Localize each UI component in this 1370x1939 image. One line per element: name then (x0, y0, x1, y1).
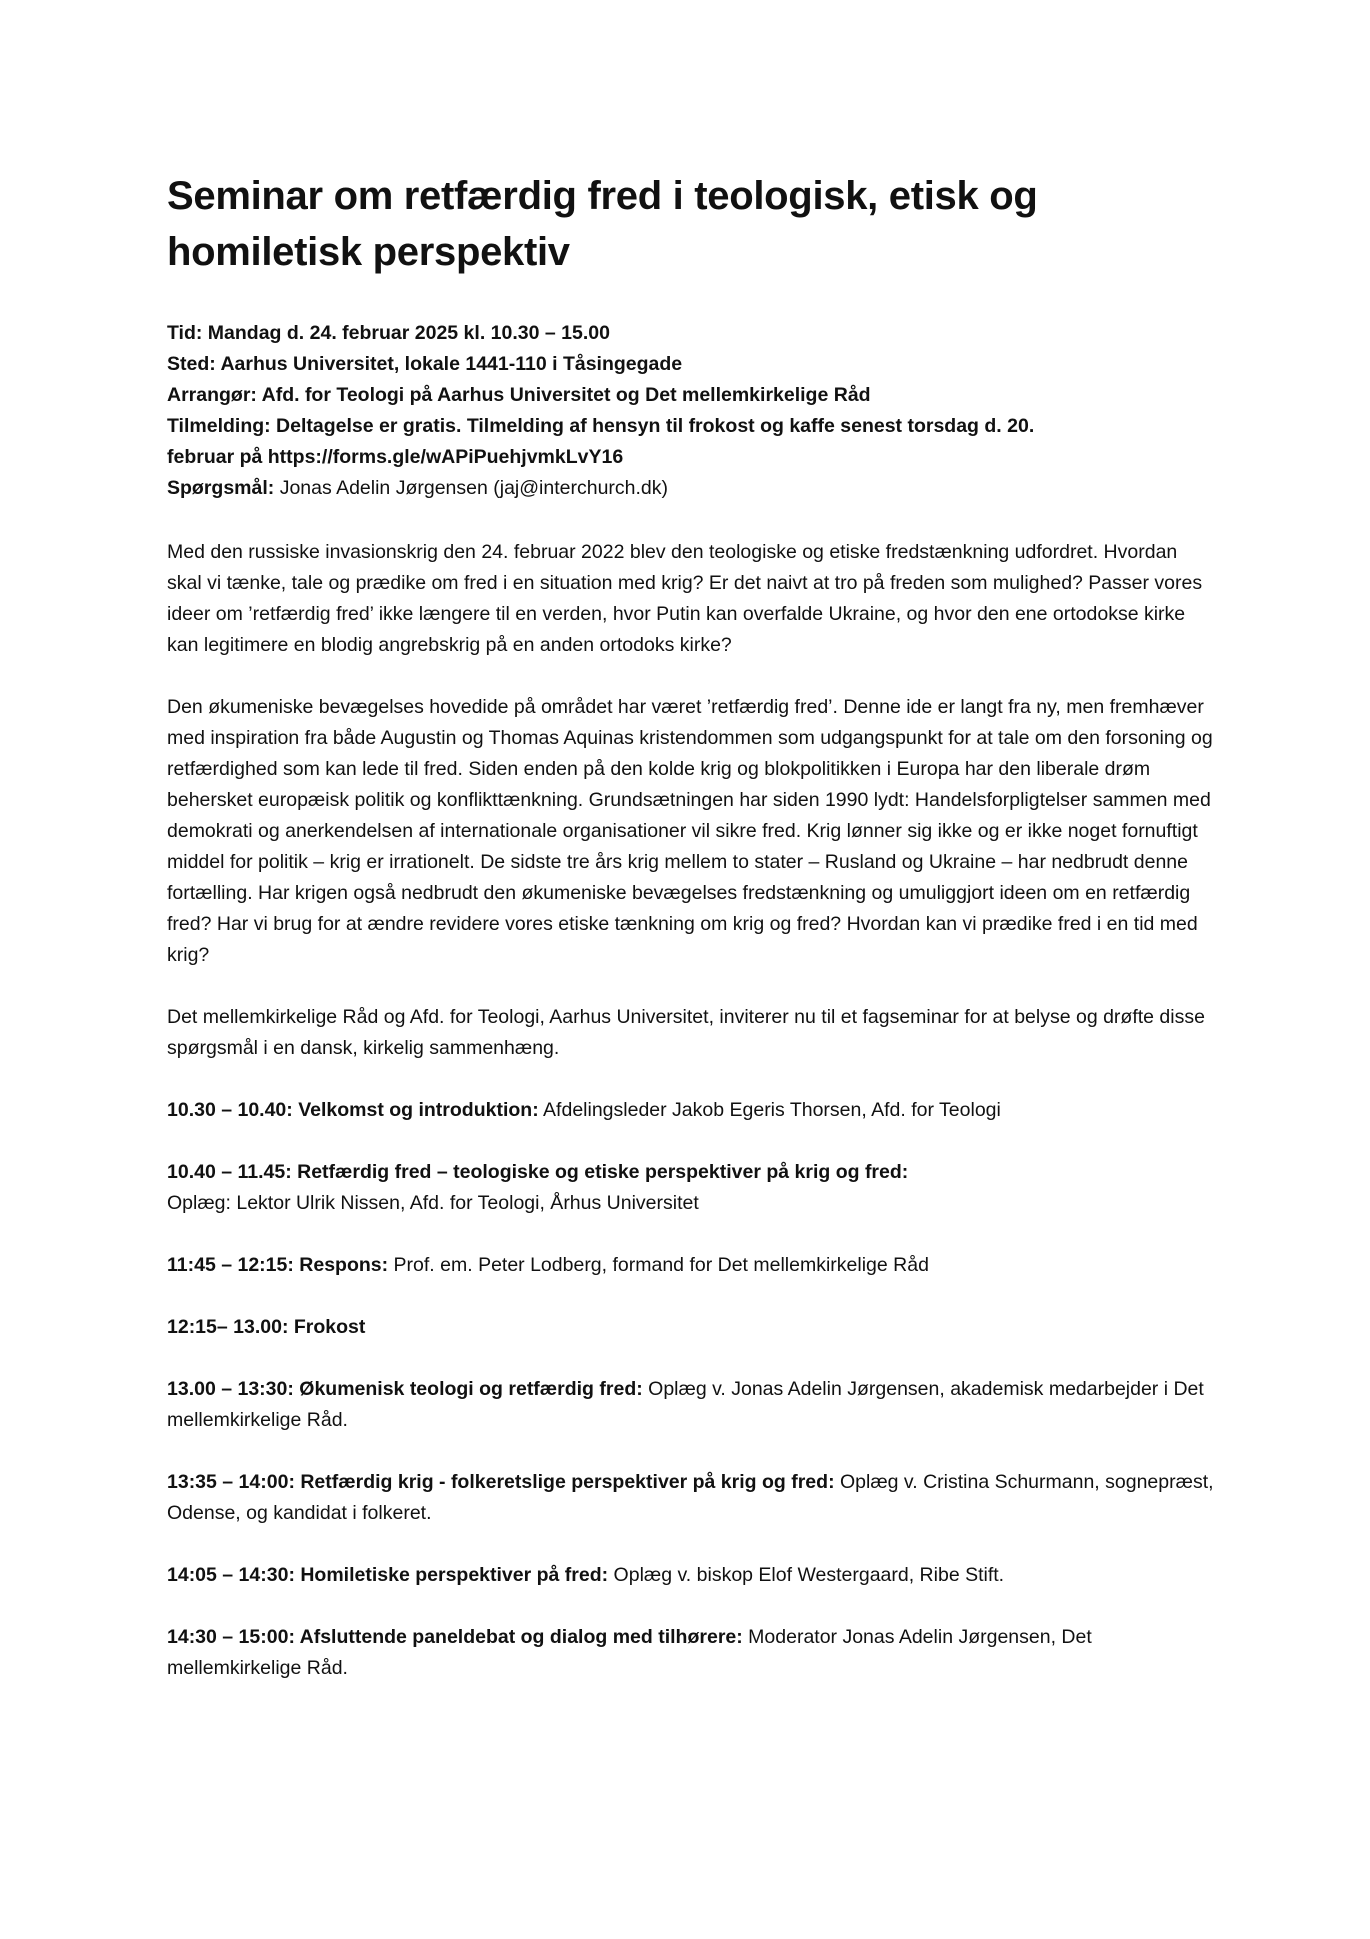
program-item (167, 1560, 1217, 1591)
event-details (167, 318, 1217, 504)
event-location: Sted: Aarhus Universitet, lokale 1441-110 i Tåsingegade (167, 353, 683, 375)
title-line-2: homiletisk perspektiv (167, 230, 570, 274)
program-item (167, 1250, 1217, 1281)
questions-contact[interactable]: Jonas Adelin Jørgensen (jaj@interchurch.dk) (274, 477, 669, 499)
questions-label: Spørgsmål: (167, 477, 275, 499)
program-item (167, 1312, 1217, 1343)
intro-paragraph-1: Med den russiske invasionskrig den 24. februar 2022 blev den teologiske og etiske fredstænkning udfordret. Hvordan skal vi tænke, tale og prædike om fred i en situation med krig? Er det naivt at tro på freden som mulighed? Passer vores ideer om ’retfærdig fred’ ikke længere til en verden, hvor Putin kan overfalde Ukraine, og hvor den ene ortodokse kirke kan legitimere en blodig angrebskrig på en anden ortodoks kirke? (167, 541, 1203, 656)
page-title (167, 168, 1217, 280)
program-topic: : Homiletiske perspektiver på fred: (288, 1564, 609, 1586)
title-line-1: Seminar om retfærdig fred i teologisk, etisk og (167, 174, 1038, 218)
program-description: Oplæg v. biskop Elof Westergaard, Ribe Stift. (608, 1564, 1005, 1586)
document-content (167, 168, 1217, 1715)
program-topic: : Retfærdig fred – teologiske og etiske perspektiver på krig og fred: (285, 1161, 909, 1183)
event-registration-link[interactable]: februar på https://forms.gle/wAPiPuehjvmkLvY16 (167, 446, 624, 468)
event-organizer: Arrangør: Afd. for Teologi på Aarhus Universitet og Det mellemkirkelige Råd (167, 384, 871, 406)
program-description: Oplæg v. Cristina Schurmann, sognepræst, Odense, og kandidat i folkeret. (167, 1471, 1214, 1524)
program-item (167, 1622, 1217, 1684)
program-item (167, 1157, 1217, 1219)
program-item (167, 1467, 1217, 1529)
program-description: Oplæg: Lektor Ulrik Nissen, Afd. for Teologi, Århus Universitet (167, 1192, 699, 1214)
program-time: 14:05 – 14:30 (167, 1564, 289, 1586)
program-description: Oplæg v. Jonas Adelin Jørgensen, akademisk medarbejder i Det mellemkirkelige Råd. (167, 1378, 1204, 1431)
program-time: 12:15– 13.00 (167, 1316, 282, 1338)
program-topic: : Respons: (287, 1254, 389, 1276)
intro-paragraph-3: Det mellemkirkelige Råd og Afd. for Teologi, Aarhus Universitet, inviterer nu til et fagseminar for at belyse og drøfte disse spørgsmål i en dansk, kirkelig sammenhæng. (167, 1006, 1205, 1059)
program-time: 11:45 – 12:15 (167, 1254, 288, 1276)
program-topic: : Afsluttende paneldebat og dialog med tilhørere: (288, 1626, 743, 1648)
program-time: 13:35 – 14:00 (167, 1471, 289, 1493)
program-topic: : Retfærdig krig - folkeretslige perspektiver på krig og fred: (288, 1471, 835, 1493)
event-questions (167, 473, 1217, 504)
program-time: 10.30 – 10.40 (167, 1099, 287, 1121)
program-item (167, 1095, 1217, 1126)
program-time: 13.00 – 13:30 (167, 1378, 288, 1400)
program-topic: : Velkomst og introduktion: (286, 1099, 539, 1121)
program-topic: : Økumenisk teologi og retfærdig fred: (287, 1378, 643, 1400)
program-list (167, 1095, 1217, 1684)
intro-paragraph-2: Den økumeniske bevægelses hovedide på området har været ’retfærdig fred’. Denne ide er langt fra ny, men fremhæver med inspiration fra både Augustin og Thomas Aquinas kristendommen som udgangspunkt for at tale om den forsoning og retfærdighed som kan lede til fred. Siden enden på den kolde krig og blokpolitikken i Europa har den liberale drøm behersket europæisk politik og konflikttænkning. Grundsætningen har siden 1990 lydt: Handelsforpligtelser sammen med demokrati og anerkendelsen af internationale organisationer vil sikre fred. Krig lønner sig ikke og er ikke noget fornuftigt middel for politik – krig er irrationelt. De sidste tre års krig mellem to stater – Rusland og Ukraine – har nedbrudt denne fortælling. Har krigen også nedbrudt den økumeniske bevægelses fredstænkning og umuliggjort ideen om en retfærdig fred? Har vi brug for at ændre revidere vores etiske tænkning om krig og fred? Hvordan kan vi prædike fred i en tid med krig? (167, 696, 1213, 966)
program-time: 10.40 – 11.45 (167, 1161, 286, 1183)
program-description: Afdelingsleder Jakob Egeris Thorsen, Afd. for Teologi (538, 1099, 1001, 1121)
program-time: 14:30 – 15:00 (167, 1626, 289, 1648)
event-registration: Tilmelding: Deltagelse er gratis. Tilmelding af hensyn til frokost og kaffe senest torsdag d. 20. (167, 415, 1035, 437)
event-time: Tid: Mandag d. 24. februar 2025 kl. 10.30 – 15.00 (167, 322, 610, 344)
program-description: Moderator Jonas Adelin Jørgensen, Det mellemkirkelige Råd. (167, 1626, 1092, 1679)
program-topic: : Frokost (281, 1316, 366, 1338)
program-description: Prof. em. Peter Lodberg, formand for Det mellemkirkelige Råd (388, 1254, 929, 1276)
program-item (167, 1374, 1217, 1436)
